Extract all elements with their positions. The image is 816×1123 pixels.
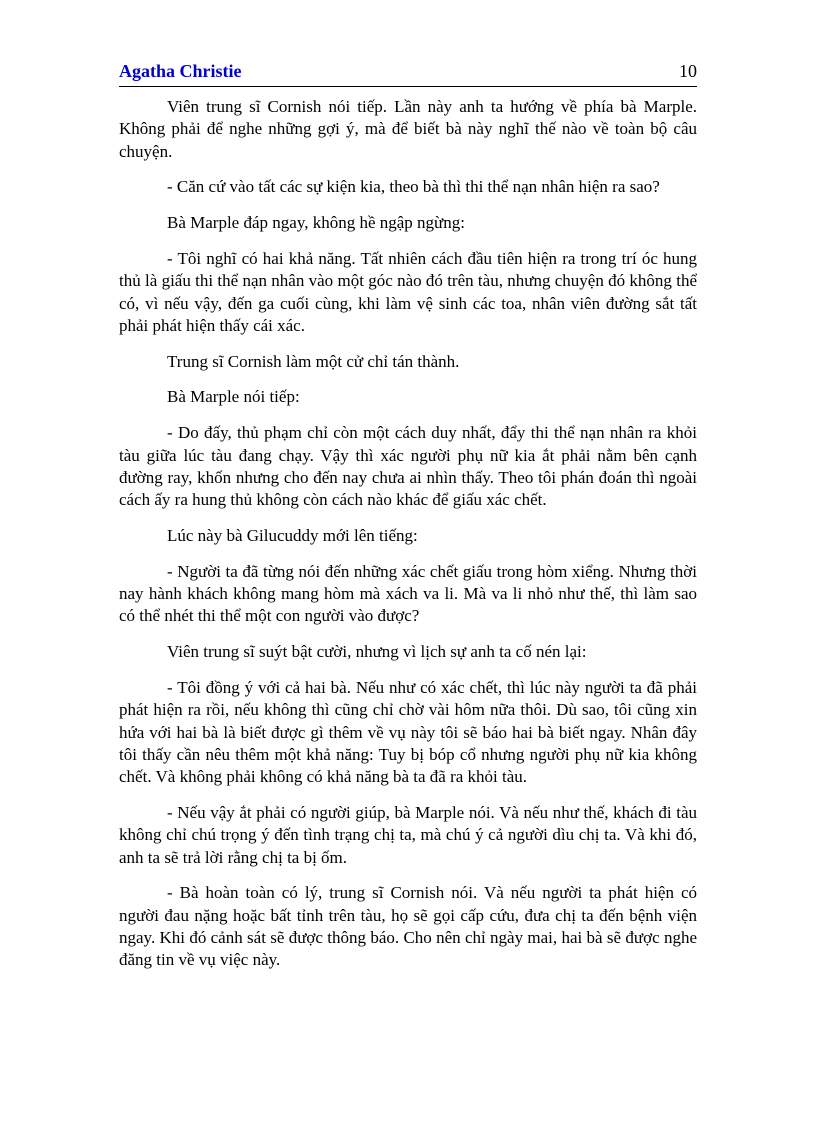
paragraph: - Tôi nghĩ có hai khả năng. Tất nhiên cách đầu tiên hiện ra trong trí óc hung thủ là giấu thi thể nạn nhân vào một góc nào đó trên tàu, nhưng chuyện đó không thể có, vì nếu vậy, đến ga cuối cùng, khi làm vệ sinh các toa, nhân viên đường sắt tất phải phát hiện thấy cái xác.: [119, 248, 697, 335]
body-text: [119, 96, 697, 985]
paragraph: Trung sĩ Cornish làm một cử chỉ tán thành.: [167, 351, 460, 371]
header-author: Agatha Christie: [119, 61, 242, 81]
paragraph: Bà Marple đáp ngay, không hề ngập ngừng:: [167, 213, 465, 233]
paragraph: Bà Marple nói tiếp:: [167, 387, 300, 407]
paragraph: - Do đấy, thủ phạm chỉ còn một cách duy nhất, đẩy thi thể nạn nhân ra khỏi tàu giữa lúc tàu đang chạy. Vậy thì xác người phụ nữ kia ắt phải nằm bên cạnh đường ray, khốn nhưng cho đến nay chưa ai nhìn thấy. Theo tôi phán đoán thì ngoài cách ấy ra hung thủ không còn cách nào khác để giấu xác chết.: [119, 423, 697, 510]
paragraph: Viên trung sĩ Cornish nói tiếp. Lần này anh ta hướng về phía bà Marple. Không phải để nghe những gợi ý, mà để biết bà này nghĩ thế nào về toàn bộ câu chuyện.: [119, 97, 697, 161]
running-header: [119, 60, 697, 87]
paragraph: - Căn cứ vào tất các sự kiện kia, theo bà thì thi thể nạn nhân hiện ra sao?: [167, 177, 660, 197]
page-number: 10: [679, 61, 697, 81]
paragraph: - Bà hoàn toàn có lý, trung sĩ Cornish nói. Và nếu người ta phát hiện có người đau nặng hoặc bất tỉnh trên tàu, họ sẽ gọi cấp cứu, đưa chị ta đến bệnh viện ngay. Khi đó cảnh sát sẽ được thông báo. Cho nên chỉ ngày mai, hai bà sẽ được nghe đăng tin về vụ việc này.: [119, 883, 697, 970]
paragraph: - Người ta đã từng nói đến những xác chết giấu trong hòm xiểng. Nhưng thời nay hành khách không mang hòm mà xách va li. Mà va li nhỏ như thế, thì làm sao có thể nhét thi thể một con người vào được?: [119, 561, 697, 626]
paragraph: - Tôi đồng ý với cả hai bà. Nếu như có xác chết, thì lúc này người ta đã phải phát hiện ra rồi, nếu không thì cũng chỉ chờ vài hôm nữa thôi. Dù sao, tôi cũng xin hứa với hai bà là biết được gì thêm về vụ này tôi sẽ báo hai bà biết ngay. Nhân đây tôi thấy cần nêu thêm một khả năng: Tuy bị bóp cổ nhưng người phụ nữ kia không chết. Và không phải không có khả năng bà ta đã ra khỏi tàu.: [119, 677, 697, 787]
paragraph: - Nếu vậy ắt phải có người giúp, bà Marple nói. Và nếu như thế, khách đi tàu không chỉ chú trọng ý đến tình trạng chị ta, mà chú ý cả người dìu chị ta. Và khi đó, anh ta sẽ trả lời rằng chị ta bị ốm.: [119, 802, 697, 867]
paragraph: Lúc này bà Gilucuddy mới lên tiếng:: [167, 525, 418, 545]
paragraph: Viên trung sĩ suýt bật cười, nhưng vì lịch sự anh ta cố nén lại:: [167, 642, 587, 662]
